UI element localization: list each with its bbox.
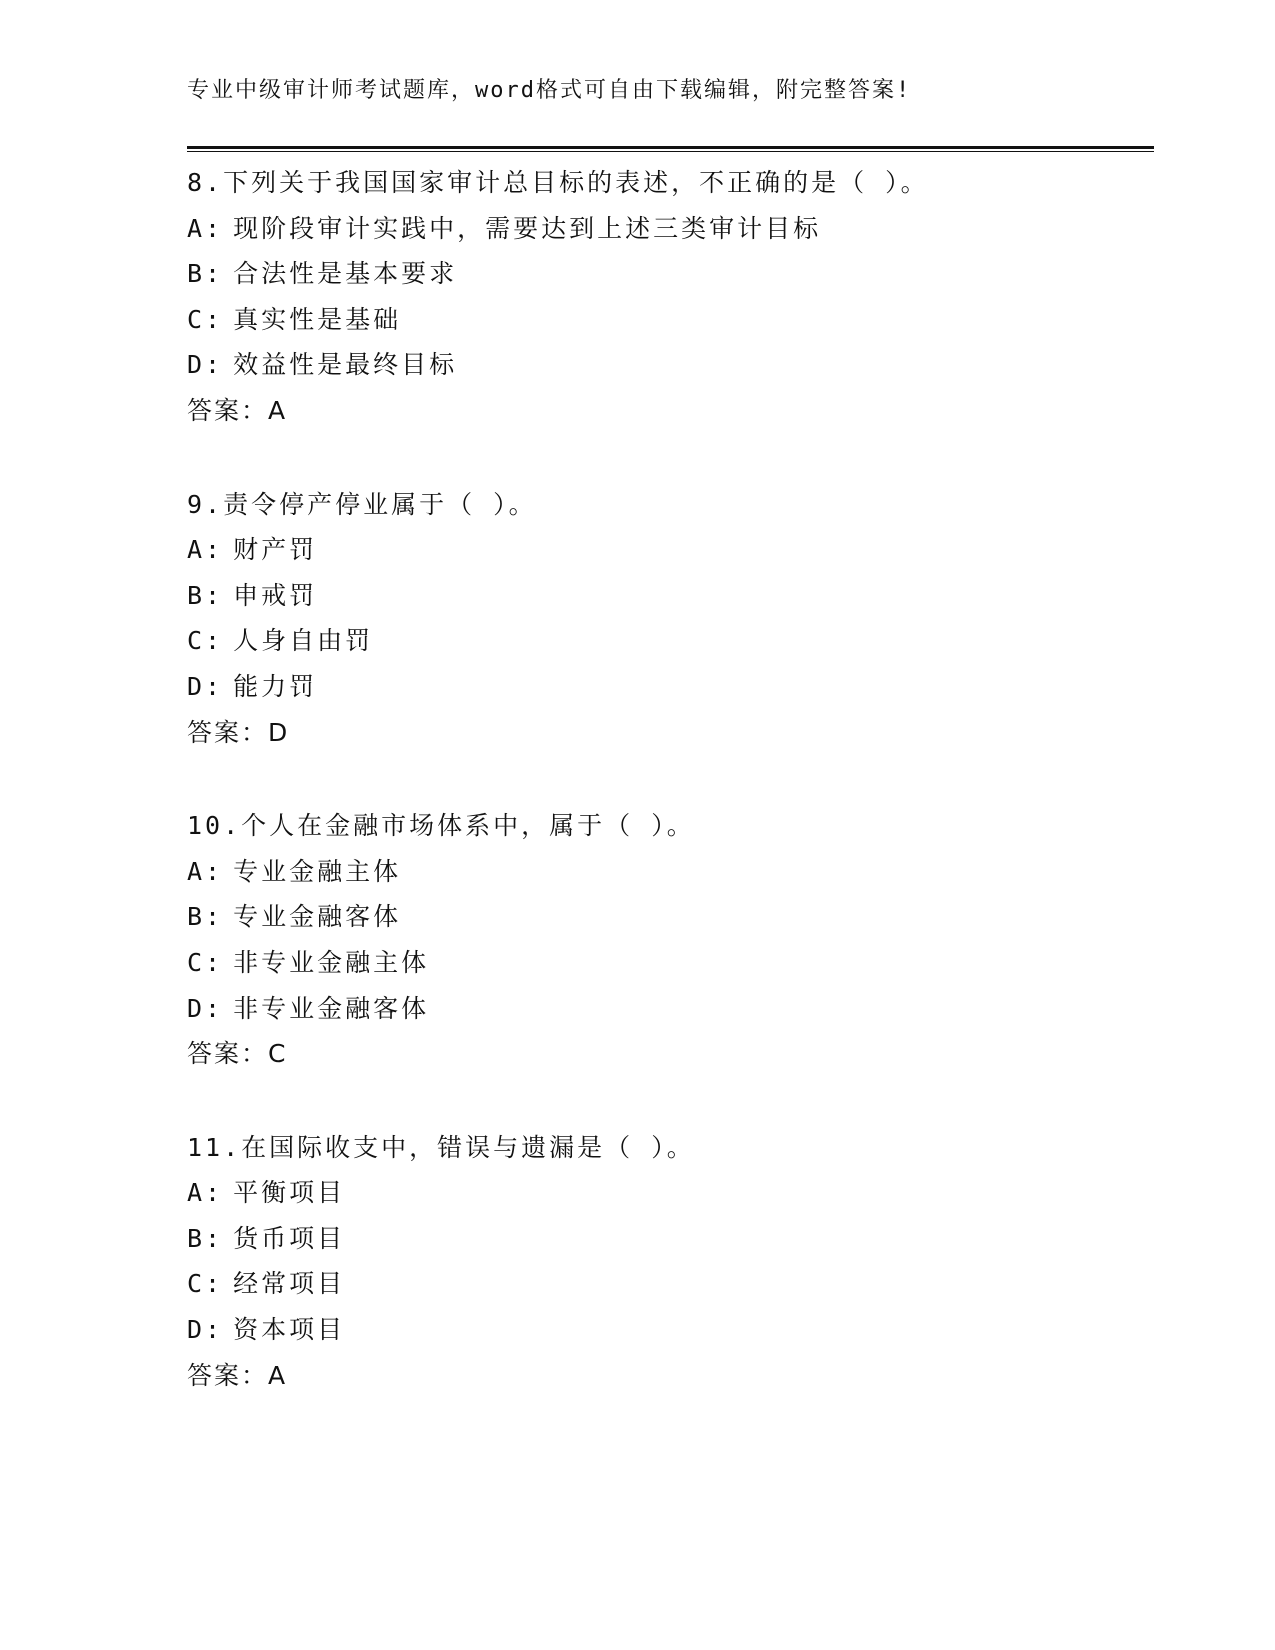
- page-header-text: 专业中级审计师考试题库，word格式可自由下载编辑，附完整答案!: [187, 78, 912, 103]
- answer-line: [187, 388, 1154, 434]
- question-stem: [187, 160, 1154, 206]
- option-d: [187, 342, 1154, 388]
- option-text: 真实性是基础: [233, 304, 402, 334]
- answer-line: [187, 1031, 1154, 1077]
- answer-value: A: [268, 1360, 288, 1390]
- question-item: [187, 482, 1154, 756]
- option-b: [187, 573, 1154, 619]
- question-item: [187, 160, 1154, 434]
- question-item: [187, 1125, 1154, 1399]
- option-text: 专业金融主体: [233, 856, 402, 886]
- question-text: 下列关于我国国家审计总目标的表述，不正确的是（ ）。: [223, 168, 929, 197]
- option-key: D:: [187, 671, 224, 701]
- answer-line: [187, 710, 1154, 756]
- question-stem: [187, 1125, 1154, 1171]
- option-b: [187, 1216, 1154, 1262]
- option-b: [187, 251, 1154, 297]
- option-text: 人身自由罚: [233, 626, 374, 656]
- answer-label: 答案：: [187, 395, 269, 425]
- answer-label: 答案：: [187, 717, 269, 747]
- option-key: A:: [187, 856, 224, 886]
- option-text: 能力罚: [233, 671, 318, 701]
- option-key: D:: [187, 993, 224, 1023]
- option-text: 经常项目: [233, 1269, 346, 1299]
- option-text: 申戒罚: [233, 580, 318, 610]
- header-divider-thin: [187, 151, 1154, 152]
- question-number: 9.: [187, 489, 224, 519]
- question-stem: [187, 803, 1154, 849]
- option-key: B:: [187, 259, 224, 289]
- option-key: C:: [187, 626, 224, 656]
- option-d: [187, 664, 1154, 710]
- option-b: [187, 894, 1154, 940]
- option-key: C:: [187, 947, 224, 977]
- option-key: A:: [187, 1178, 224, 1208]
- question-text: 在国际收支中，错误与遗漏是（ ）。: [241, 1132, 695, 1162]
- option-a: [187, 206, 1154, 252]
- question-list: [187, 160, 1154, 1446]
- option-text: 资本项目: [233, 1315, 346, 1345]
- option-text: 非专业金融主体: [233, 947, 430, 977]
- option-c: [187, 297, 1154, 343]
- option-c: [187, 940, 1154, 986]
- option-text: 财产罚: [233, 535, 318, 565]
- answer-value: D: [268, 717, 290, 747]
- answer-line: [187, 1353, 1154, 1399]
- option-key: B:: [187, 1223, 224, 1253]
- option-key: A:: [187, 213, 224, 243]
- option-a: [187, 527, 1154, 573]
- option-text: 合法性是基本要求: [233, 259, 458, 289]
- option-text: 效益性是最终目标: [233, 350, 458, 380]
- answer-label: 答案：: [187, 1360, 269, 1390]
- option-text: 非专业金融客体: [233, 993, 430, 1023]
- answer-label: 答案：: [187, 1039, 269, 1069]
- option-key: B:: [187, 902, 224, 932]
- option-text: 现阶段审计实践中，需要达到上述三类审计目标: [233, 213, 822, 243]
- option-a: [187, 1170, 1154, 1216]
- option-a: [187, 849, 1154, 895]
- option-c: [187, 618, 1154, 664]
- question-item: [187, 803, 1154, 1077]
- option-text: 专业金融客体: [233, 902, 402, 932]
- question-number: 10.: [187, 811, 242, 841]
- option-key: C:: [187, 1269, 224, 1299]
- option-c: [187, 1261, 1154, 1307]
- option-key: D:: [187, 350, 224, 380]
- question-text: 个人在金融市场体系中，属于（ ）。: [241, 811, 695, 841]
- option-text: 平衡项目: [233, 1178, 346, 1208]
- question-text: 责令停产停业属于（ ）。: [223, 489, 537, 519]
- option-key: C:: [187, 304, 224, 334]
- option-key: D:: [187, 1315, 224, 1345]
- option-text: 货币项目: [233, 1223, 346, 1253]
- answer-value: C: [268, 1039, 288, 1069]
- option-key: B:: [187, 580, 224, 610]
- question-stem: [187, 482, 1154, 528]
- question-number: 11.: [187, 1132, 242, 1162]
- answer-value: A: [268, 395, 288, 425]
- option-key: A:: [187, 535, 224, 565]
- header-divider-thick: [187, 146, 1154, 149]
- option-d: [187, 986, 1154, 1032]
- option-d: [187, 1307, 1154, 1353]
- question-number: 8.: [187, 168, 224, 197]
